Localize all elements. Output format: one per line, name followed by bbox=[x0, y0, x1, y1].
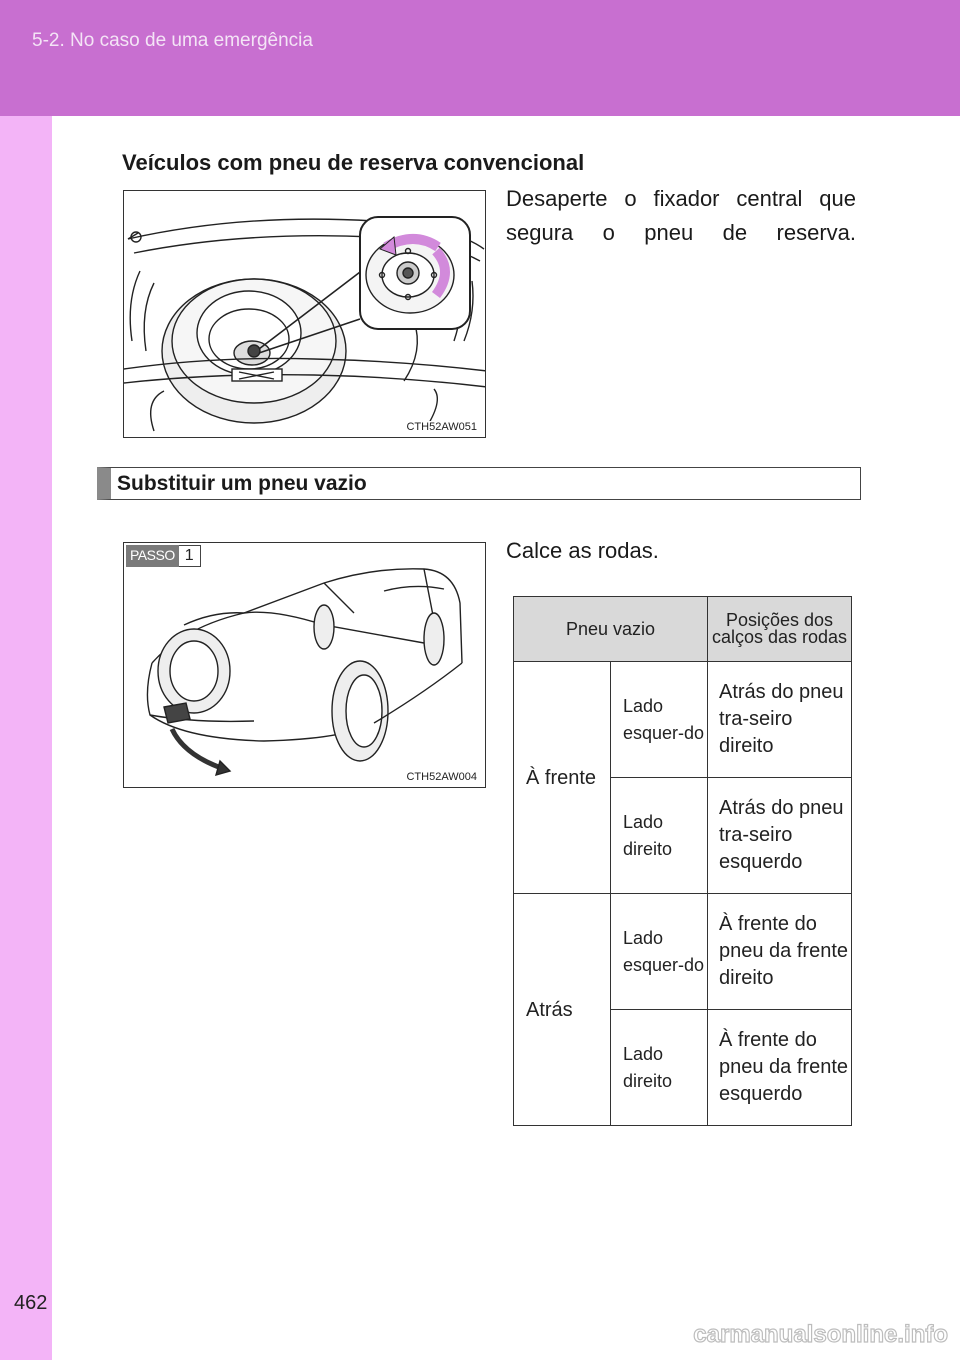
header-band bbox=[0, 0, 960, 116]
table-header-row bbox=[514, 597, 852, 662]
position-front: À frente bbox=[514, 662, 611, 894]
spare-tire-illustration bbox=[123, 190, 486, 438]
chock-cell: Atrás do pneu tra-seiro esquerdo bbox=[708, 778, 852, 894]
chock-cell: Atrás do pneu tra-seiro direito bbox=[708, 662, 852, 778]
side-cell: Lado esquer-do bbox=[611, 894, 708, 1010]
section-label: 5-2. No caso de uma emergência bbox=[32, 30, 313, 51]
side-band bbox=[0, 116, 52, 1360]
step-instruction: Calce as rodas. bbox=[506, 538, 659, 563]
figure-code: CTH52AW051 bbox=[406, 421, 477, 433]
step-number: 1 bbox=[179, 545, 201, 567]
header-flat-tire: Pneu vazio bbox=[514, 597, 708, 662]
step-label: PASSO bbox=[126, 545, 179, 567]
table-row bbox=[514, 662, 852, 778]
table-row bbox=[514, 894, 852, 1010]
section-title-bar bbox=[97, 467, 861, 500]
chock-cell: À frente do pneu da frente direito bbox=[708, 894, 852, 1010]
chock-cell: À frente do pneu da frente esquerdo bbox=[708, 1010, 852, 1126]
figure-code: CTH52AW004 bbox=[406, 771, 477, 783]
section-title: Substituir um pneu vazio bbox=[117, 472, 367, 495]
car-drawing bbox=[124, 543, 486, 788]
subheading: Veículos com pneu de reserva convencional bbox=[122, 150, 585, 175]
side-cell: Lado direito bbox=[611, 778, 708, 894]
spare-tire-drawing bbox=[124, 191, 486, 438]
watermark-text: carmanualsonline.info bbox=[693, 1321, 948, 1348]
step-badge bbox=[126, 545, 201, 567]
position-rear: Atrás bbox=[514, 894, 611, 1126]
wheel-chock-illustration bbox=[123, 542, 486, 788]
wheel-chock-table bbox=[513, 596, 852, 1126]
page-number: 462 bbox=[14, 1292, 48, 1314]
watermark bbox=[690, 1312, 950, 1356]
side-cell: Lado direito bbox=[611, 1010, 708, 1126]
header-chock-position: Posições dos calços das rodas bbox=[708, 597, 852, 662]
spare-instruction: Desaperte o fixador central que segura o pneu de reserva. bbox=[506, 186, 856, 245]
side-cell: Lado esquer-do bbox=[611, 662, 708, 778]
